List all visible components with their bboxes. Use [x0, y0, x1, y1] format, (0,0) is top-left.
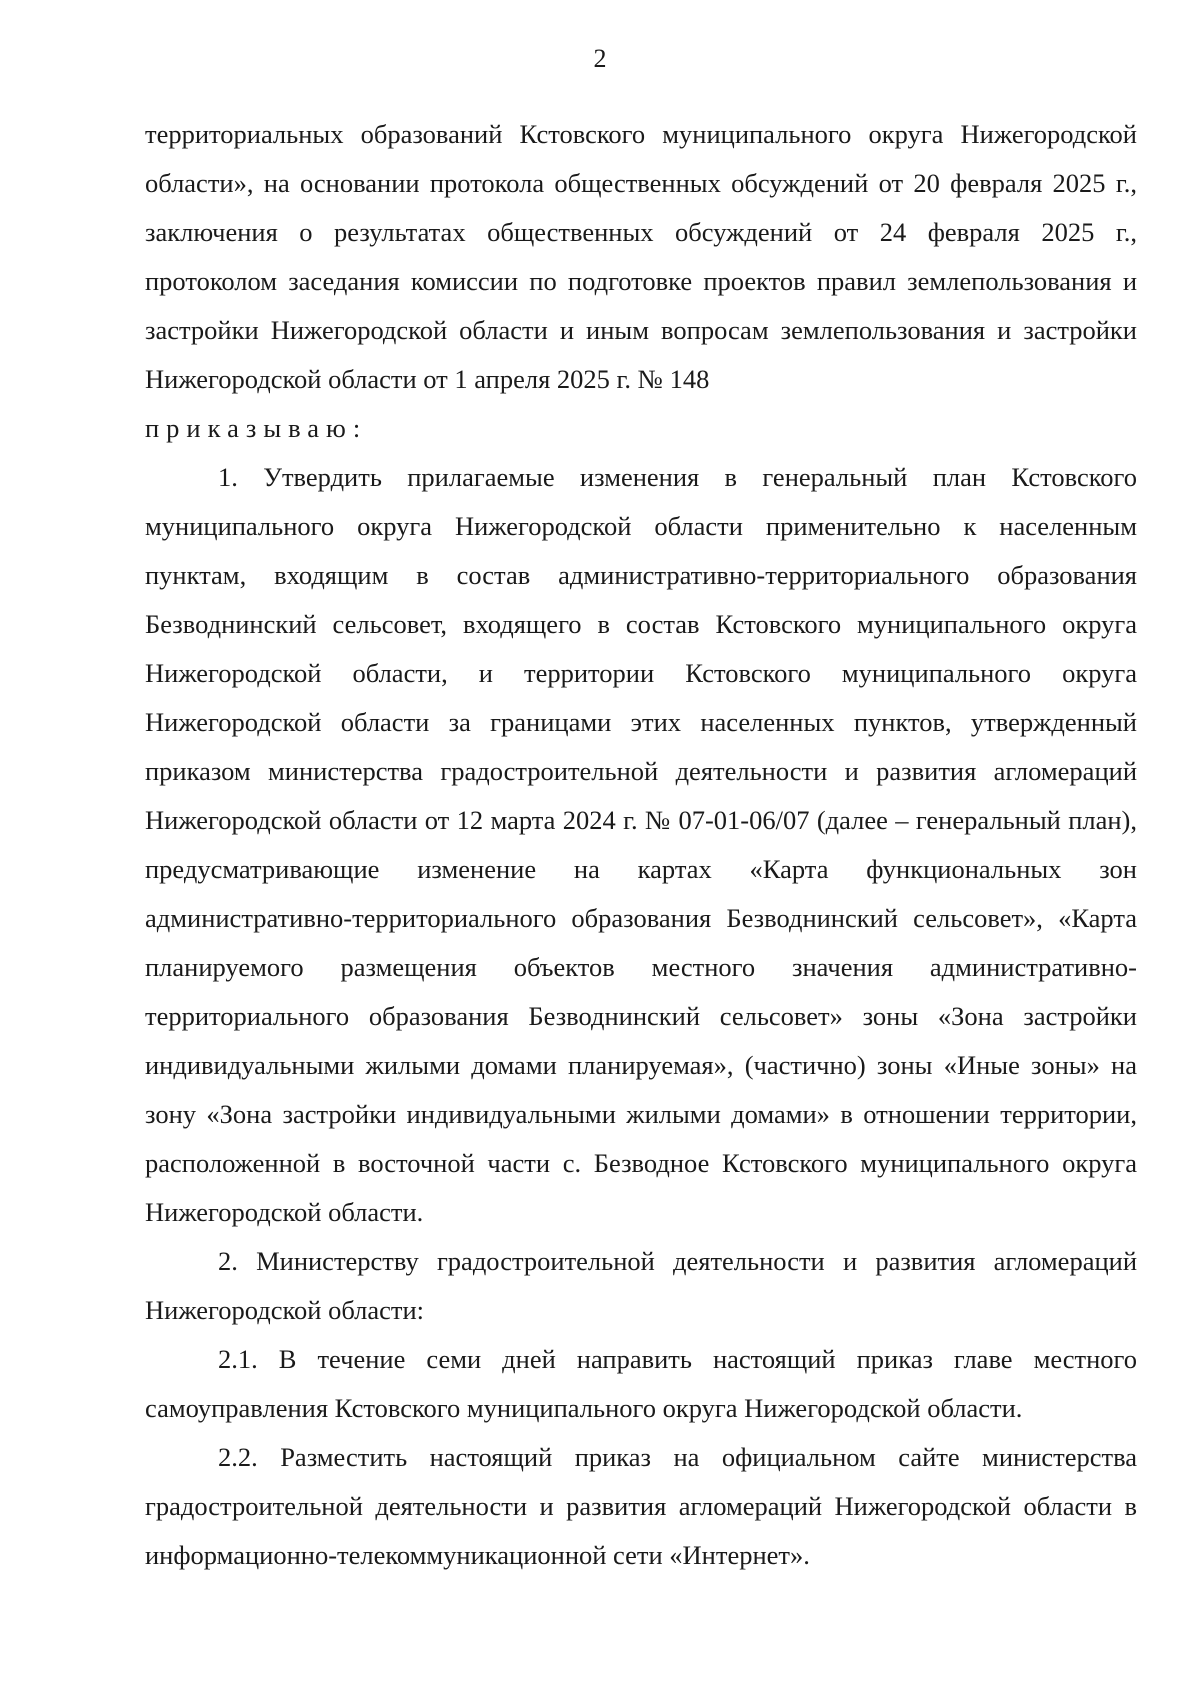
item-2-2-paragraph: 2.2. Разместить настоящий приказ на официальном сайте министерства градостроительной деятельности и развития агломераций Нижегородской области в информационно-телекоммуникационной сети «Интернет».: [145, 1442, 1137, 1570]
order-word: приказываю:: [145, 413, 368, 443]
item-2-1-paragraph: 2.1. В течение семи дней направить настоящий приказ главе местного самоуправления Кстовского муниципального округа Нижегородской области.: [145, 1344, 1137, 1423]
intro-paragraph: территориальных образований Кстовского муниципального округа Нижегородской области», на основании протокола общественных обсуждений от 20 февраля 2025 г., заключения о результатах общественных обсуждений от 24 февраля 2025 г., протоколом заседания комиссии по подготовке проектов правил землепользования и застройки Нижегородской области и иным вопросам землепользования и застройки Нижегородской области от 1 апреля 2025 г. № 148: [145, 119, 1137, 394]
page-number: 2: [593, 44, 607, 73]
item-2-paragraph: 2. Министерству градостроительной деятельности и развития агломераций Нижегородской области:: [145, 1246, 1137, 1325]
item-1-paragraph: 1. Утвердить прилагаемые изменения в генеральный план Кстовского муниципального округа Нижегородской области применительно к населенным пунктам, входящим в состав административно-территориального образования Безводнинский сельсовет, входящего в состав Кстовского муниципального округа Нижегородской области, и территории Кстовского муниципального округа Нижегородской области за границами этих населенных пунктов, утвержденный приказом министерства градостроительной деятельности и развития агломераций Нижегородской области от 12 марта 2024 г. № 07-01-06/07 (далее – генеральный план), предусматривающие изменение на картах «Карта функциональных зон административно-территориального образования Безводнинский сельсовет», «Карта планируемого размещения объектов местного значения административно-территориального образования Безводнинский сельсовет» зоны «Зона застройки индивидуальными жилыми домами планируемая», (частично) зоны «Иные зоны» на зону «Зона застройки индивидуальными жилыми домами» в отношении территории, расположенной в восточной части с. Безводное Кстовского муниципального округа Нижегородской области.: [145, 462, 1137, 1227]
document-body: [145, 110, 1137, 1580]
